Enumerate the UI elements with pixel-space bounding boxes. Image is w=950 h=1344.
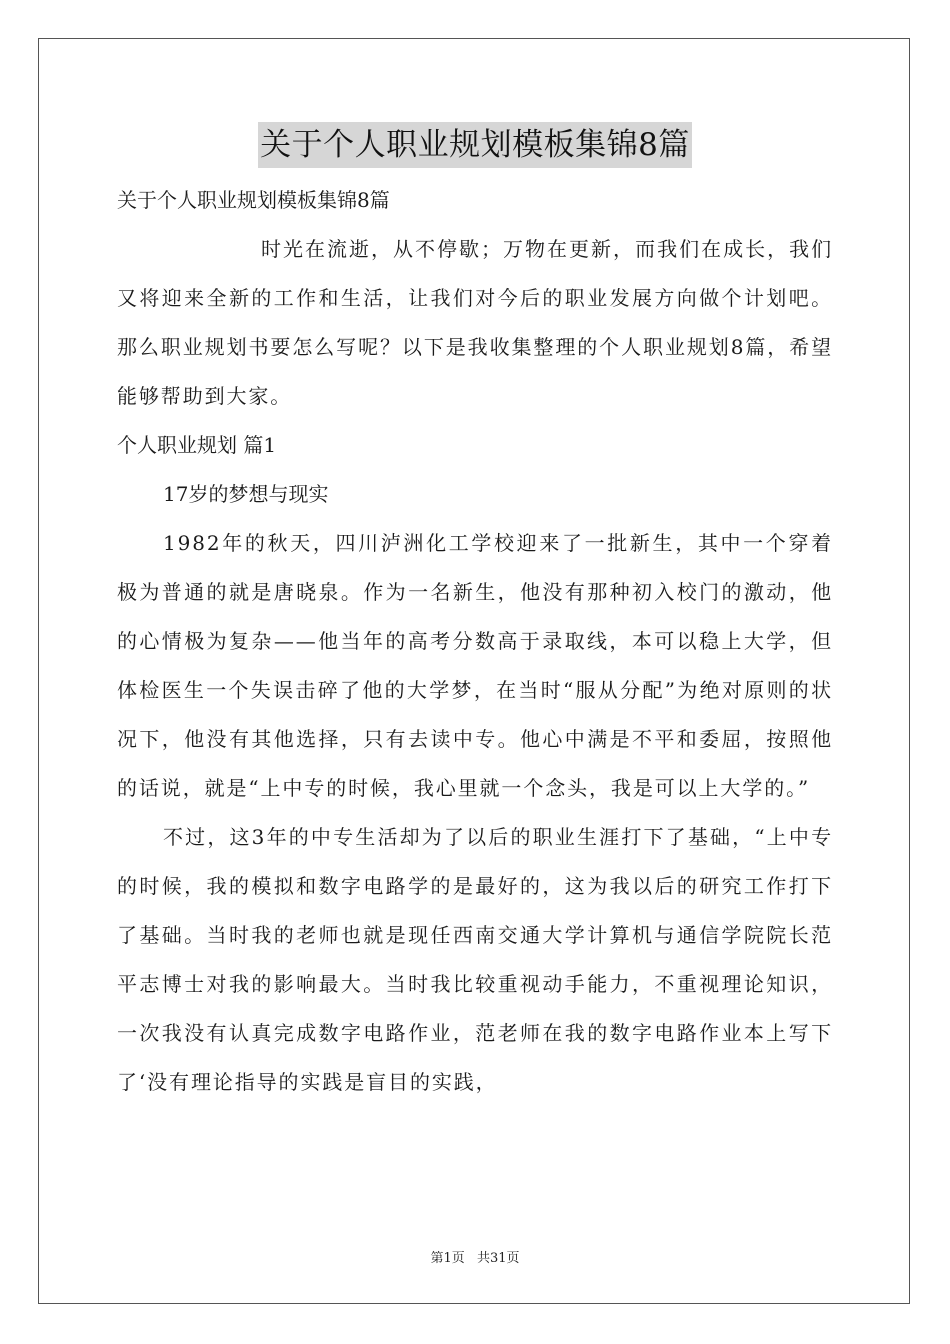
title-container	[117, 122, 833, 172]
section-heading: 个人职业规划 篇1	[117, 433, 277, 457]
body-paragraph: 不过，这3年的中专生活却为了以后的职业生涯打下了基础，“上中专的时候，我的模拟和数字电路学的是最好的，这为我以后的研究工作打下了基础。当时我的老师也就是现任西南交通大学计算机与通信学院院长范平志博士对我的影响最大。当时我比较重视动手能力，不重视理论知识，一次我没有认真完成数字电路作业，范老师在我的数字电路作业本上写下了‘没有理论指导的实践是盲目的实践，	[117, 825, 833, 1094]
page-total: 共31页	[476, 1251, 520, 1266]
article-heading: 17岁的梦想与现实	[163, 482, 329, 506]
intro-paragraph: 时光在流逝，从不停歇；万物在更新，而我们在成长，我们又将迎来全新的工作和生活，让我们对今后的职业发展方向做个计划吧。那么职业规划书要怎么写呢？以下是我收集整理的个人职业规划8篇，希望能够帮助到大家。	[117, 237, 833, 408]
page-footer	[0, 1247, 950, 1266]
document-subtitle: 关于个人职业规划模板集锦8篇	[117, 188, 390, 212]
document-body	[117, 122, 833, 1107]
page-number: 第1页	[430, 1251, 465, 1266]
body-paragraph: 1982年的秋天，四川泸洲化工学校迎来了一批新生，其中一个穿着极为普通的就是唐晓泉。作为一名新生，他没有那种初入校门的激动，他的心情极为复杂——他当年的高考分数高于录取线，本可以稳上大学，但体检医生一个失误击碎了他的大学梦，在当时“服从分配”为绝对原则的状况下，他没有其他选择，只有去读中专。他心中满是不平和委屈，按照他的话说，就是“上中专的时候，我心里就一个念头，我是可以上大学的。”	[117, 531, 833, 800]
document-title: 关于个人职业规划模板集锦8篇	[258, 122, 692, 168]
